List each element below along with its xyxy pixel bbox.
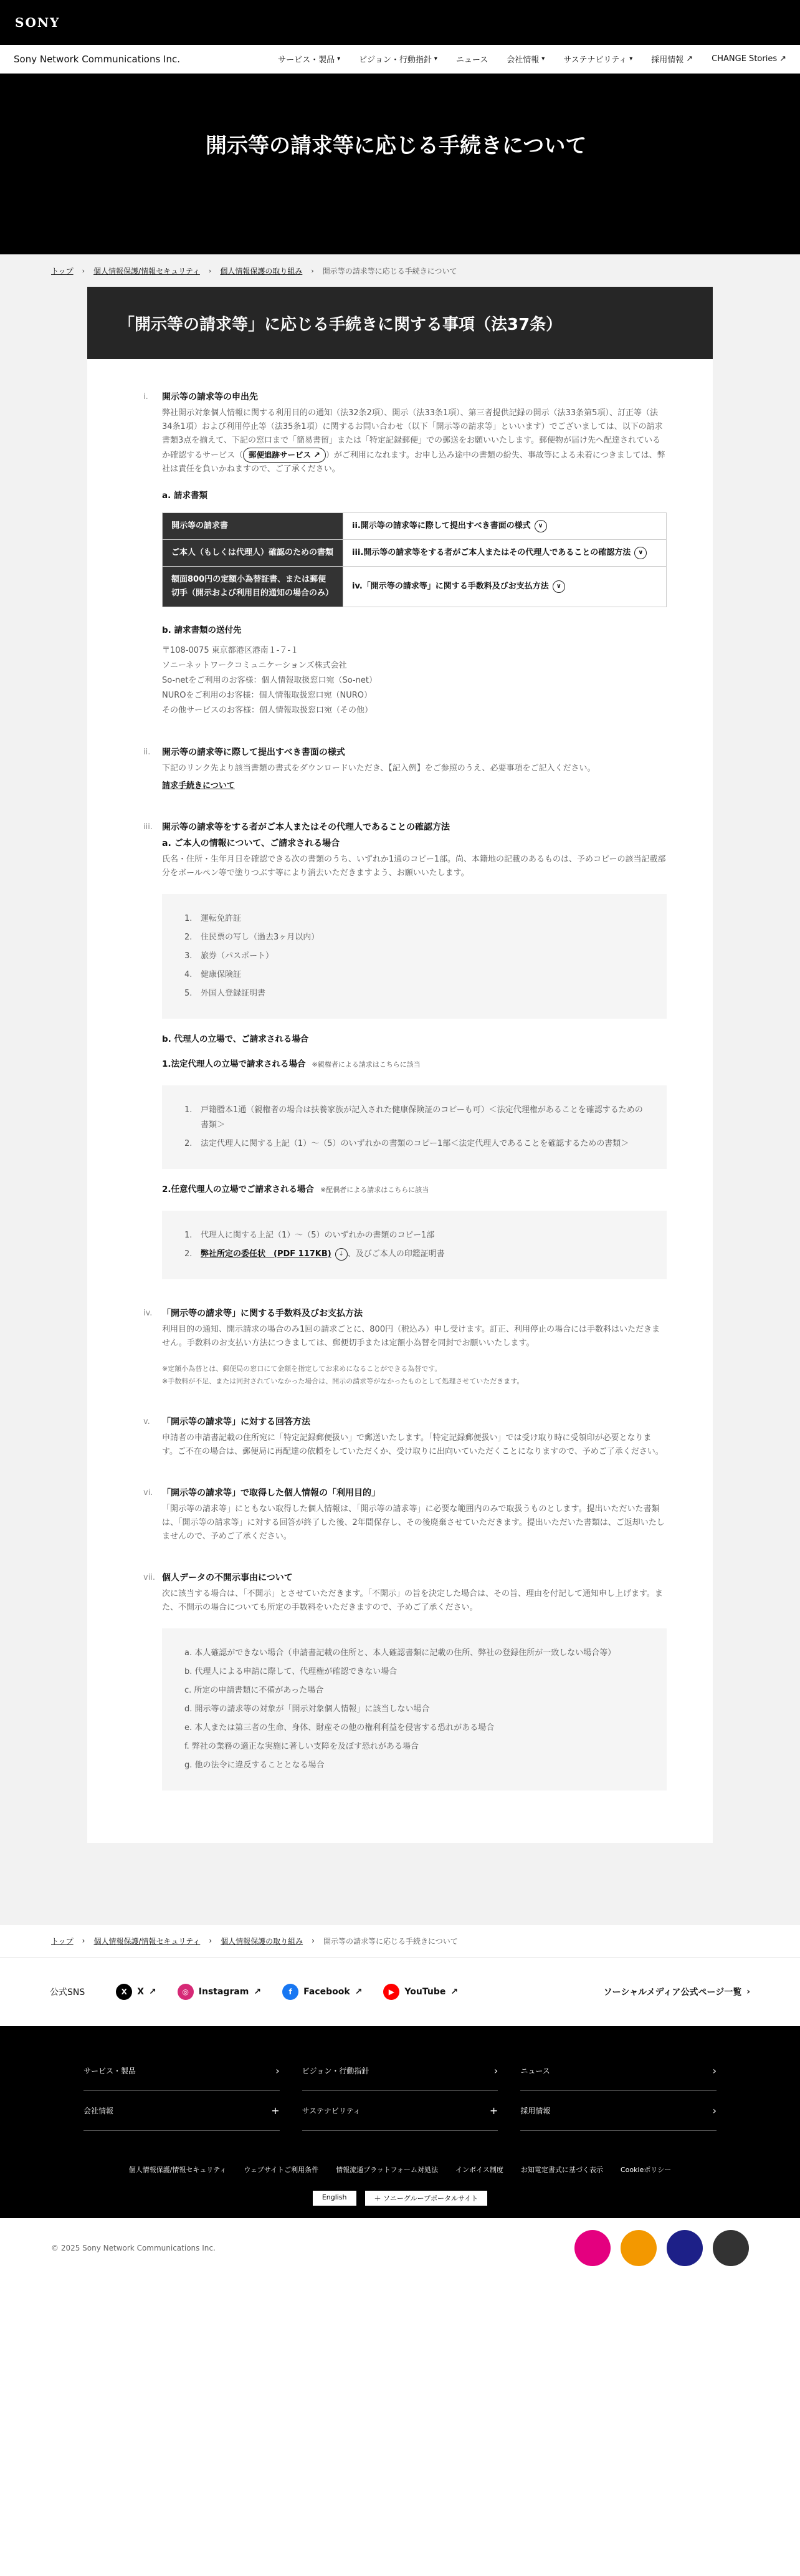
footer-breadcrumb <box>0 1924 800 1958</box>
chevron-down-icon: ∨ <box>553 580 565 593</box>
global-nav <box>0 45 800 74</box>
footer-nav-item[interactable]: サステナビリティ + <box>302 2091 498 2131</box>
section-title: 個人データの不開示事由について <box>162 1573 293 1583</box>
footer-nav <box>83 2051 717 2131</box>
certification-badge-icon <box>621 2230 657 2266</box>
english-button[interactable]: English <box>313 2191 356 2206</box>
list-item: 2. 弊社所定の委任状 (PDF 117KB) ↓ 、及びご本人の印鑑証明書 <box>184 1247 644 1262</box>
list-item: 2. 法定代理人に関する上記（1）～（5）のいずれかの書類のコピー1部＜法定代理人であることを確認するための書類＞ <box>184 1139 629 1148</box>
sony-logo[interactable]: SONY <box>15 15 60 30</box>
chevron-right-icon: › <box>208 266 212 275</box>
hero <box>0 74 800 254</box>
id-docs-list <box>162 894 667 1019</box>
section-7 <box>143 1571 667 1790</box>
chevron-down-icon: ▾ <box>541 55 545 62</box>
footer-nav-item[interactable]: サービス・製品 › <box>83 2051 280 2091</box>
list-item: 1. 運転免許証 <box>184 914 242 923</box>
footer-nav-item[interactable]: 会社情報 + <box>83 2091 280 2131</box>
chevron-right-icon: › <box>82 1936 85 1945</box>
subsection-title: 2.任意代理人の立場でご請求される場合 ※配偶者による請求はこちらに該当 <box>162 1185 429 1194</box>
list-item: 5. 外国人登録証明書 <box>184 989 266 998</box>
breadcrumb-efforts[interactable]: 個人情報保護の取り組み <box>221 1936 303 1946</box>
sony-group-portal-button[interactable]: ＋ ソニーグループポータルサイト <box>365 2191 488 2206</box>
footer-link[interactable]: 個人情報保護/情報セキュリティ <box>128 2166 227 2174</box>
chevron-down-icon: ▾ <box>337 55 341 62</box>
section-title: 開示等の請求等の申出先 <box>162 392 258 402</box>
chevron-right-icon: › <box>746 1987 750 1997</box>
instagram-icon: ◎ <box>178 1984 194 2000</box>
list-item: 1. 代理人に関する上記（1）～（5）のいずれかの書類のコピー1部 <box>184 1231 435 1240</box>
footer-nav-item[interactable]: 採用情報 › <box>520 2091 717 2131</box>
subsection-title: 1.法定代理人の立場で請求される場合 ※親権者による請求はこちらに該当 <box>162 1059 421 1069</box>
voluntary-agent-list <box>162 1211 667 1279</box>
list-item: c. 所定の申請書類に不備があった場合 <box>184 1686 324 1695</box>
request-docs-table <box>162 512 667 607</box>
section-body: 申請者の申請書記載の住所宛に「特定記録郵便扱い」で郵送いたします。「特定記録郵便扱い」では受け取り時に受領印が必要となります。ご不在の場合は、郵便局に再配達の依頼をしていただくか、受け取りに出向いていただくことになりますので、予めご了承ください。 <box>162 1433 664 1456</box>
section-number: iii. <box>143 822 153 832</box>
section-number: iv. <box>143 1309 153 1318</box>
table-row: 額面800円の定額小為替証書、または郵便切手（開示および利用目的通知の場合のみ） iv.「開示等の請求等」に関する手数料及びお支払方法 ∨ <box>163 567 667 607</box>
breadcrumb-privacy[interactable]: 個人情報保護/情報セキュリティ <box>93 266 200 276</box>
list-item: 4. 健康保険証 <box>184 970 242 979</box>
section-6 <box>143 1486 667 1544</box>
certification-badge-icon <box>574 2230 611 2266</box>
facebook-icon: f <box>282 1984 298 2000</box>
footer-nav-item[interactable]: ニュース › <box>520 2051 717 2091</box>
section-2 <box>143 746 667 793</box>
footer-buttons <box>83 2191 717 2206</box>
card-body <box>87 359 713 1790</box>
certification-badge-icon <box>713 2230 749 2266</box>
footer-link[interactable]: 情報流通プラットフォーム対処法 <box>336 2166 439 2174</box>
list-item: 3. 旅券（パスポート） <box>184 951 274 961</box>
section-number: i. <box>143 392 148 401</box>
section-1 <box>143 390 667 718</box>
sns-bar <box>0 1958 800 2026</box>
list-item: 1. 戸籍謄本1通（親権者の場合は扶養家族が記入された健康保険証のコピーも可）＜法定代理権があることを確認するための書類＞ <box>184 1105 643 1130</box>
chevron-right-icon: › <box>275 2065 280 2077</box>
nav-vision[interactable]: ビジョン・行動指針 ▾ <box>359 55 437 65</box>
chevron-right-icon: › <box>493 2065 498 2077</box>
external-link-icon: ↗ <box>450 1987 459 1997</box>
chevron-right-icon: › <box>209 1936 212 1945</box>
section-body: 弊社開示対象個人情報に関する利用目的の通知（法32条2項）、開示（法33条1項）、第三者提供記録の開示（法33条第5項）、訂正等（法34条1項）および利用停止等（法35条1項）に関するお問い合わせ（以下「開示等の請求等」といいます）でございましては、以下の請求書類3点を揃えて、下記の窓口まで「簡易書留」または「特定記録郵便」での郵送をお願いいたします。郵便物が届け先へ配達されているか確認するサービス（ 郵便追跡サービス ↗ ）がご利用になれます。お申し込み途中の書類の紛失、事故等による未着につきましては、弊社は責任を負いかねますので、ご了承ください。 <box>162 408 665 474</box>
chevron-down-icon: ∨ <box>634 547 647 559</box>
sns-x[interactable]: X X ↗ <box>116 1984 156 2000</box>
card-title: 「開示等の請求等」に応じる手続きに関する事項（法37条） <box>87 287 713 359</box>
footer-link[interactable]: インボイス制度 <box>455 2166 503 2174</box>
power-of-attorney-pdf-link[interactable]: 弊社所定の委任状 (PDF 117KB) <box>201 1249 331 1259</box>
sns-all-link[interactable]: ソーシャルメディア公式ページ一覧 › <box>603 1987 750 1997</box>
footer <box>0 2026 800 2218</box>
section-body: 利用目的の通知、開示請求の場合のみ1回の請求ごとに、800円（税込み）申し受けます。訂正、利用停止の場合には手数料はいただきません。手数料のお支払い方法につきましては、郵便切手または定額小為替を同封でお願いいたします。 <box>162 1325 660 1348</box>
list-item: g. 他の法令に違反することとなる場合 <box>184 1761 325 1770</box>
section-number: v. <box>143 1417 150 1426</box>
nav-services[interactable]: サービス・製品 ▾ <box>278 55 341 65</box>
section-title: 「開示等の請求等」に関する手数料及びお支払方法 <box>162 1309 363 1319</box>
download-icon[interactable]: ↓ <box>335 1248 348 1261</box>
breadcrumb-top[interactable]: トップ <box>51 266 74 276</box>
breadcrumb-current: 開示等の請求等に応じる手続きについて <box>322 266 457 276</box>
copyright-bar <box>0 2218 800 2278</box>
breadcrumb-top[interactable]: トップ <box>51 1936 74 1946</box>
breadcrumb-efforts[interactable]: 個人情報保護の取り組み <box>220 266 303 276</box>
footer-link[interactable]: お知電定書式に基づく表示 <box>520 2166 603 2174</box>
breadcrumb-current: 開示等の請求等に応じる手続きについて <box>323 1936 458 1946</box>
chevron-down-icon: ▾ <box>629 55 633 62</box>
footer-nav-item[interactable]: ビジョン・行動指針 › <box>302 2051 498 2091</box>
chevron-down-icon: ▾ <box>434 55 437 62</box>
external-link-icon: ↗ <box>686 54 693 64</box>
x-icon: X <box>116 1984 132 2000</box>
section-body: 下記のリンク先より該当書類の書式をダウンロードいただき、【記入例】をご参照のうえ、必要事項をご記入ください。 <box>162 764 596 773</box>
chevron-right-icon: › <box>311 266 314 275</box>
section-number: ii. <box>143 747 151 757</box>
chevron-right-icon: › <box>712 2065 717 2077</box>
page-title: 開示等の請求等に応じる手続きについて <box>206 133 587 158</box>
legal-agent-list <box>162 1085 667 1169</box>
nav-change-stories[interactable]: CHANGE Stories ↗ <box>712 54 786 64</box>
list-item: e. 本人または第三者の生命、身体、財産その他の権利利益を侵害する恐れがある場合 <box>184 1723 495 1733</box>
table-row: ご本人（もしくは代理人）確認のための書類 iii.開示等の請求等をする者がご本人またはその代理人であることの確認方法 ∨ <box>163 540 667 567</box>
external-link-icon: ↗ <box>313 450 320 459</box>
brand-name[interactable]: Sony Network Communications Inc. <box>14 53 181 65</box>
chevron-right-icon: › <box>82 266 85 275</box>
subsection-title: b. 代理人の立場で、ご請求される場合 <box>162 1034 309 1044</box>
section-body: 「開示等の請求等」にともない取得した個人情報は、「開示等の請求等」に必要な範囲内のみで取扱うものとします。提出いただいた書類は、「開示等の請求等」に対する回答が終了した後、2年間保存し、その後廃棄させていただきます。提出いただいた書類は、ご返却いたしませんので、予めご了承ください。 <box>162 1504 665 1541</box>
main-card <box>87 287 713 1843</box>
footer-link[interactable]: ウェブサイトご利用条件 <box>244 2166 319 2174</box>
nav-sustainability[interactable]: サステナビリティ ▾ <box>563 55 633 65</box>
certification-badges <box>574 2230 749 2266</box>
list-item: b. 代理人による申請に際して、代理権が確認できない場合 <box>184 1667 398 1676</box>
breadcrumb <box>0 254 800 287</box>
sns-youtube[interactable]: ▶ YouTube ↗ <box>383 1984 458 2000</box>
nav-company[interactable]: 会社情報 ▾ <box>507 55 545 65</box>
certification-badge-icon <box>667 2230 703 2266</box>
fee-notes: ※定額小為替とは、郵便局の窓口にて金額を指定してお求めになることができる為替です。 ※手数料が不足、または同封されていなかった場合は、開示の請求等がなかったものとして処理させていただきます。 <box>162 1365 524 1385</box>
sns-facebook[interactable]: f Facebook ↗ <box>282 1984 362 2000</box>
chevron-right-icon: › <box>712 2105 717 2117</box>
sns-label: 公式SNS <box>50 1987 85 1997</box>
footer-links <box>83 2165 717 2175</box>
subsection-title: a. 請求書類 <box>162 491 207 501</box>
section-title: 開示等の請求等に際して提出すべき書面の様式 <box>162 747 345 757</box>
table-row: 開示等の請求書 ii.開示等の請求等に際して提出すべき書面の様式 ∨ <box>163 513 667 540</box>
non-disclosure-list <box>162 1628 667 1790</box>
sony-bar <box>0 0 800 45</box>
section-5 <box>143 1415 667 1459</box>
list-item: d. 開示等の請求等の対象が「開示対象個人情報」に該当しない場合 <box>184 1704 430 1714</box>
section-body: 次に該当する場合は、「不開示」とさせていただきます。「不開示」の旨を決定した場合は、その旨、理由を付記して通知申し上げます。また、不開示の場合についても所定の手数料をいただきますので、予めご了承ください。 <box>162 1589 663 1612</box>
request-procedure-link[interactable]: 請求手続きについて <box>162 781 235 791</box>
external-link-icon: ↗ <box>254 1987 262 1997</box>
plus-icon: + <box>271 2105 280 2117</box>
external-link-icon: ↗ <box>149 1987 156 1997</box>
copyright: © 2025 Sony Network Communications Inc. <box>51 2244 216 2252</box>
nav-news[interactable]: ニュース <box>455 55 488 65</box>
nav-recruit[interactable]: 採用情報 ↗ <box>651 54 693 65</box>
breadcrumb-privacy[interactable]: 個人情報保護/情報セキュリティ <box>93 1936 201 1946</box>
external-link-icon: ↗ <box>355 1987 363 1997</box>
tracking-service-link[interactable]: 郵便追跡サービス ↗ <box>243 448 326 463</box>
content-area <box>0 254 800 1924</box>
list-item: 2. 住民票の写し（過去3ヶ月以内） <box>184 933 320 942</box>
section-title: 開示等の請求等をする者がご本人またはその代理人であることの確認方法 <box>162 822 450 832</box>
section-4 <box>143 1307 667 1388</box>
list-item: a. 本人確認ができない場合（申請書記載の住所と、本人確認書類に記載の住所、弊社の登録住所が一致しない場合等） <box>184 1648 616 1658</box>
subsection-title: a. ご本人の情報について、ご請求される場合 <box>162 839 340 848</box>
section-title: 「開示等の請求等」で取得した個人情報の「利用目的」 <box>162 1488 380 1498</box>
section-number: vi. <box>143 1488 153 1497</box>
section-number: vii. <box>143 1573 156 1582</box>
plus-icon: + <box>489 2105 498 2117</box>
external-link-icon: ↗ <box>779 54 786 64</box>
list-item: f. 弊社の業務の適正な実施に著しい支障を及ぼす恐れがある場合 <box>184 1742 419 1751</box>
subsection-title: b. 請求書類の送付先 <box>162 625 242 635</box>
sns-instagram[interactable]: ◎ Instagram ↗ <box>178 1984 261 2000</box>
section-body: 氏名・住所・生年月日を確認できる次の書類のうち、いずれか1通のコピー1部。尚、本籍地の記載のあるものは、予めコピーの該当記載部分をボールペン等で塗りつぶす等により消去いただきますよう、お願いいたします。 <box>162 855 666 878</box>
footer-link[interactable]: Cookieポリシー <box>620 2166 672 2174</box>
chevron-down-icon: ∨ <box>535 520 547 532</box>
section-3 <box>143 820 667 1279</box>
chevron-right-icon: › <box>312 1936 315 1945</box>
section-title: 「開示等の請求等」に対する回答方法 <box>162 1417 310 1427</box>
address-block: 〒108-0075 東京都港区港南１-７-１ ソニーネットワークコミュニケーションズ株式会社 So-netをご利用のお客様：個人情報取扱窓口宛（So-net） NUROをご利用のお客様：個人情報取扱窓口宛（NURO） その他サービスのお客様：個人情報取扱窓口宛（その他） <box>162 646 377 715</box>
youtube-icon: ▶ <box>383 1984 399 2000</box>
